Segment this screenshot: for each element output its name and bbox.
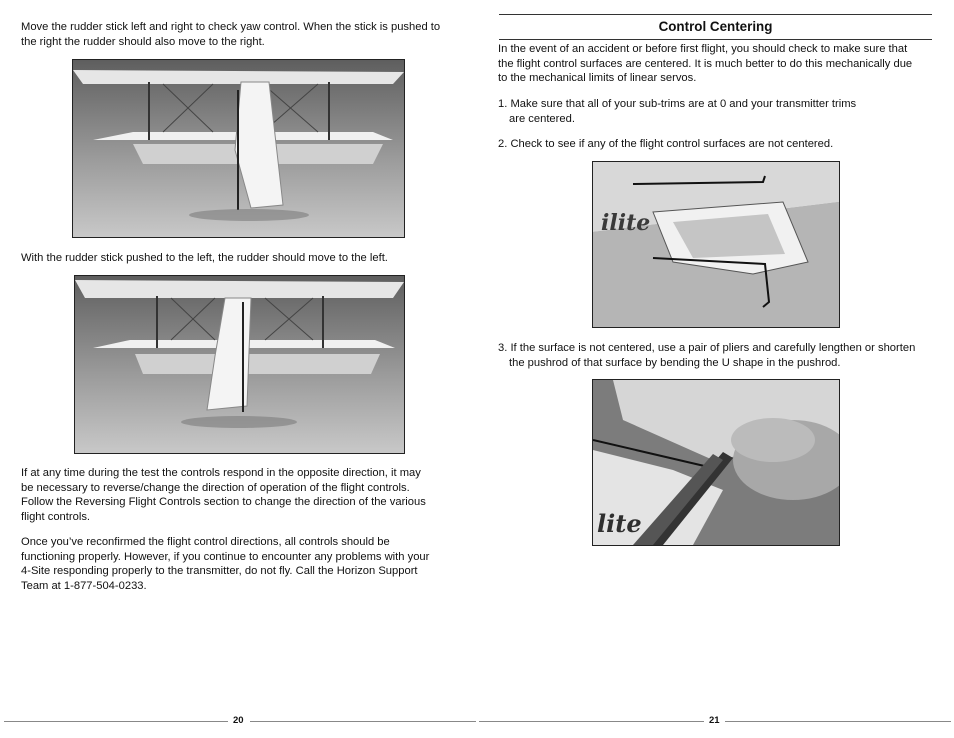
photo-rudder-left (74, 275, 405, 454)
text-line: Follow the Reversing Flight Controls section to change the direction of the various (21, 496, 426, 509)
text-line: the pushrod of that surface by bending the U shape in the pushrod. (509, 356, 841, 369)
text-line: 4-Site responding properly to the transmitter, do not fly. Call the Horizon Support (21, 565, 418, 578)
text-line: Move the rudder stick left and right to check yaw control. When the stick is pushed to (21, 21, 441, 33)
text-line: the right the rudder should also move to the right. (21, 35, 265, 48)
photo-rudder-right (72, 59, 405, 238)
text-line: Team at 1-877-504-0233. (21, 579, 147, 592)
step-1 (498, 97, 856, 126)
text-line: 2. Check to see if any of the flight control surfaces are not centered. (498, 138, 834, 150)
footer-rule-left (479, 721, 704, 722)
text-line: functioning properly. However, if you continue to encounter any problems with your (21, 550, 430, 563)
watermark-logo: ilite (601, 210, 651, 236)
watermark-logo: lite (597, 509, 642, 538)
step-2 (498, 137, 833, 152)
heading-bottom-rule (499, 39, 932, 40)
step-3 (498, 341, 915, 370)
photo-pliers-pushrod (592, 379, 840, 546)
paragraph-opposite-direction (21, 466, 426, 524)
text-line: to the mechanical limits of linear servos. (498, 72, 697, 85)
photo-control-surface (592, 161, 840, 328)
text-line: are centered. (509, 112, 575, 125)
footer-rule-left (4, 721, 228, 722)
section-heading: Control Centering (658, 19, 773, 34)
text-line: If at any time during the test the controls respond in the opposite direction, it may (21, 467, 421, 479)
footer-rule-right (725, 721, 951, 722)
text-line: In the event of an accident or before first flight, you should check to make sure that (498, 43, 908, 55)
text-line: With the rudder stick pushed to the left, the rudder should move to the left. (21, 252, 388, 264)
text-line: be necessary to reverse/change the direction of operation of the flight controls. (21, 481, 410, 494)
text-line: 1. Make sure that all of your sub-trims are at 0 and your transmitter trims (498, 98, 857, 110)
text-line: Once you’ve reconfirmed the flight control directions, all controls should be (21, 536, 390, 548)
paragraph-rudder-right (21, 20, 440, 49)
text-line: flight controls. (21, 510, 91, 523)
page-number: 21 (709, 715, 720, 726)
text-line: the flight control surfaces are centered. It is much better to do this mechanically due (498, 57, 913, 70)
paragraph-horizon-support (21, 535, 429, 593)
paragraph-intro (498, 42, 912, 86)
page-number: 20 (233, 715, 244, 726)
paragraph-rudder-left (21, 251, 388, 266)
right-page (477, 0, 954, 738)
footer-rule-right (250, 721, 476, 722)
heading-top-rule (499, 14, 932, 15)
text-line: 3. If the surface is not centered, use a pair of pliers and carefully lengthen or shorten (498, 342, 916, 354)
